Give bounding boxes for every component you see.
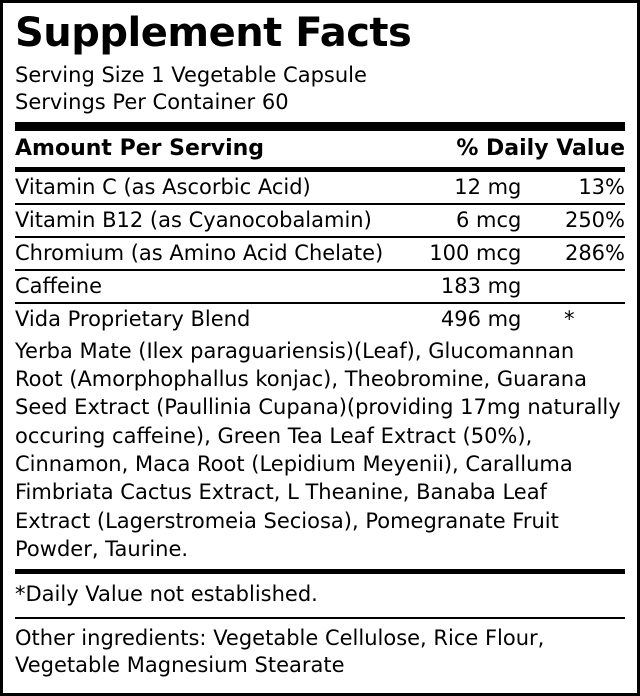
nutrient-rows-table [15, 172, 625, 335]
nutrient-amount: 100 mcg [393, 237, 527, 270]
nutrition-table [15, 131, 625, 167]
nutrient-amount: 12 mg [454, 174, 522, 199]
column-header-amount: Amount Per Serving [15, 135, 265, 161]
table-row [15, 303, 625, 335]
table-row [15, 270, 625, 303]
table-header-row [15, 131, 625, 167]
nutrient-name: Vitamin B12 (as Cyanocobalamin) [15, 204, 393, 237]
servings-per-container-text: Servings Per Container 60 [15, 89, 289, 114]
nutrient-name: Vida Proprietary Blend [15, 303, 393, 335]
nutrient-daily-value: 286% [527, 237, 625, 270]
nutrient-amount: 6 mcg [393, 204, 527, 237]
nutrient-daily-value: 13% [578, 174, 625, 199]
nutrient-amount: 496 mg [393, 303, 527, 335]
other-ingredients-text: Other ingredients: Vegetable Cellulose, Rice Flour, Vegetable Magnesium Stearate [15, 625, 545, 677]
table-row [15, 172, 625, 204]
table-row [15, 204, 625, 237]
nutrient-amount: 183 mg [393, 270, 527, 303]
nutrient-daily-value: * [527, 303, 625, 335]
nutrient-name: Chromium (as Amino Acid Chelate) [15, 237, 393, 270]
divider-thick-top [15, 122, 625, 131]
nutrient-name: Vitamin C (as Ascorbic Acid) [15, 174, 311, 199]
proprietary-blend-ingredients: Yerba Mate (Ilex paraguariensis)(Leaf), Glucomannan Root (Amorphophallus konjac), Theobromine, Guarana Seed Extract (Paullinia Cupana)(providing 17mg naturally occuring caffeine), Green Tea Leaf Extract (50%), Cinnamon, Maca Root (Lepidium Meyenii), Caralluma Fimbriata Cactus Extract, L Theanine, Banaba Leaf Extract (Lagerstromeia Seciosa), Pomegranate Fruit Powder, Taurine. [15, 338, 621, 561]
nutrient-daily-value: 250% [527, 204, 625, 237]
serving-size-text: Serving Size 1 Vegetable Capsule [15, 62, 367, 87]
daily-value-footnote: *Daily Value not established. [15, 582, 318, 607]
nutrient-name: Caffeine [15, 270, 393, 303]
page-title: Supplement Facts [15, 10, 412, 56]
table-row [15, 237, 625, 270]
column-header-daily-value: % Daily Value [456, 135, 625, 161]
nutrient-daily-value [527, 270, 625, 303]
